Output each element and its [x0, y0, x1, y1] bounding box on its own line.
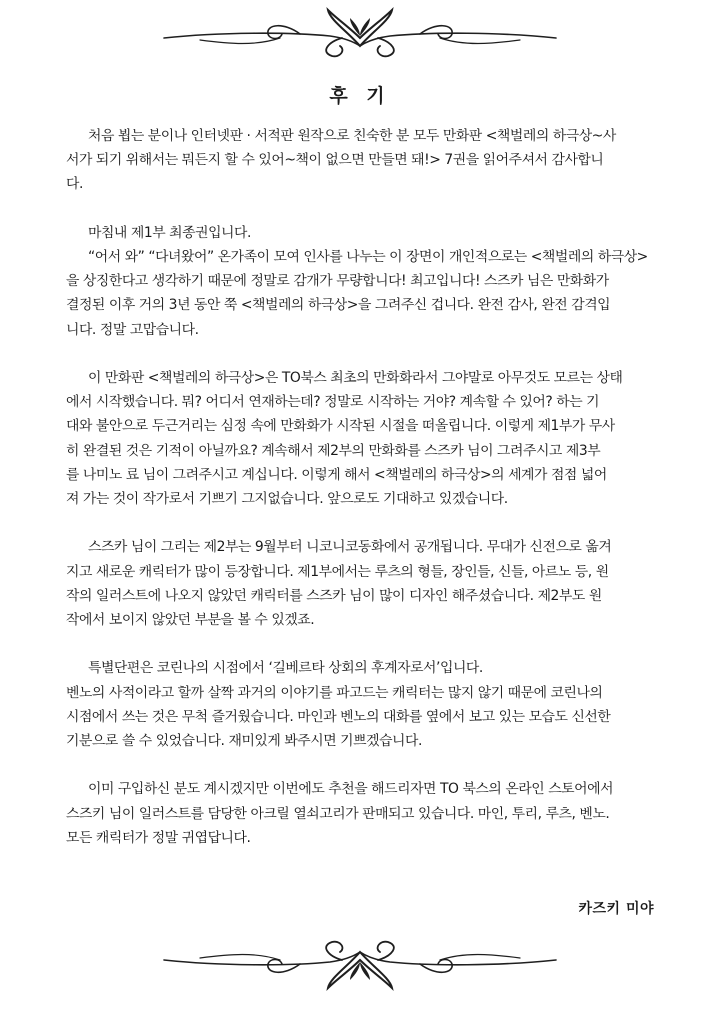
text-line: 기분으로 쓸 수 있었습니다. 재미있게 봐주시면 기쁘겠습니다. — [66, 733, 422, 750]
text-line: 를 나미노 료 님이 그려주시고 계십니다. 이렇게 해서 <책벌레의 하극상>의 세계가 점점 넓어 — [66, 466, 607, 483]
flourish-icon — [160, 2, 560, 66]
text-line: 마침내 제1부 최종권입니다. — [88, 224, 251, 241]
afterword-body — [66, 124, 662, 874]
flourish-icon — [160, 932, 560, 996]
text-line: 결정된 이후 거의 3년 동안 쭉 <책벌레의 하극상>을 그려주신 겁니다. 완전 감사, 완전 감격입 — [66, 297, 611, 314]
text-line: 작에서 보이지 않았던 부분을 볼 수 있겠죠. — [66, 612, 315, 629]
paragraph-6 — [66, 777, 662, 850]
text-line: 을 상징한다고 생각하기 때문에 정말로 감개가 무량합니다! 최고입니다! 스즈카 님은 만화화가 — [66, 273, 609, 290]
text-line: 져 가는 것이 작가로서 기쁘기 그지없습니다. 앞으로도 기대하고 있겠습니다. — [66, 491, 508, 508]
text-line: 특별단편은 코린나의 시점에서 ‘길베르타 상회의 후계자로서’입니다. — [88, 660, 483, 677]
text-line: 시점에서 쓰는 것은 무척 즐거웠습니다. 마인과 벤노의 대화를 옆에서 보고 있는 모습도 신선한 — [66, 708, 611, 725]
paragraph-2 — [66, 221, 662, 342]
paragraph-3 — [66, 366, 662, 511]
paragraph-1 — [66, 124, 662, 197]
text-line: 히 완결된 것은 기적이 아닐까요? 계속해서 제2부의 만화화를 스즈카 님이 그려주시고 제3부 — [66, 442, 601, 459]
text-line: 다. — [66, 176, 83, 193]
paragraph-5 — [66, 656, 662, 753]
text-line: 이 만화판 <책벌레의 하극상>은 TO북스 최초의 만화화라서 그야말로 아무것도 모르는 상태 — [88, 370, 623, 386]
text-line: 이미 구입하신 분도 계시겠지만 이번에도 추천을 해드리자면 TO 북스의 온라인 스토어에서 — [88, 781, 614, 798]
text-line: 스즈카 님이 그리는 제2부는 9월부터 니코니코동화에서 공개됩니다. 무대가 신전으로 옮겨 — [88, 539, 612, 556]
text-line: 작의 일러스트에 나오지 않았던 캐릭터를 스즈카 님이 많이 디자인 해주셨습니다. 제2부도 원 — [66, 587, 602, 604]
text-line: 모든 캐릭터가 정말 귀엽답니다. — [66, 829, 251, 846]
text-line: 에서 시작했습니다. 뭐? 어디서 연재하는데? 정말로 시작하는 거야? 계속할 수 있어? 하는 기 — [66, 394, 600, 411]
paragraph-4 — [66, 535, 662, 632]
page-title: 후 기 — [329, 85, 391, 107]
bottom-ornament-divider — [160, 932, 560, 996]
text-line: 처음 뵙는 분이나 인터넷판 · 서적판 원작으로 친숙한 분 모두 만화판 <책벌레의 하극상~사 — [88, 128, 616, 144]
text-line: 스즈키 님이 일러스트를 담당한 아크릴 열쇠고리가 판매되고 있습니다. 마인, 투리, 루츠, 벤노. — [66, 805, 610, 822]
text-line: 지고 새로운 캐릭터가 많이 등장합니다. 제1부에서는 루츠의 형들, 장인들, 신들, 아르노 등, 원 — [66, 563, 609, 580]
text-line: 벤노의 사적이라고 할까 살짝 과거의 이야기를 파고드는 캐릭터는 많지 않기 때문에 코린나의 — [66, 684, 603, 701]
text-line: 니다. 정말 고맙습니다. — [66, 321, 199, 338]
text-line: 대와 불안으로 두근거리는 심정 속에 만화화가 시작된 시절을 떠올립니다. 이렇게 제1부가 무사 — [66, 418, 615, 435]
top-ornament-divider — [160, 2, 560, 66]
text-line: “어서 와” “다녀왔어” 온가족이 모여 인사를 나누는 이 장면이 개인적으로는 <책벌레의 하극상> — [88, 249, 648, 265]
author-signature: 카즈키 미야 — [578, 901, 654, 917]
text-line: 서가 되기 위해서는 뭐든지 할 수 있어~책이 없으면 만들면 돼!> 7권을 읽어주셔서 감사합니 — [66, 152, 604, 169]
